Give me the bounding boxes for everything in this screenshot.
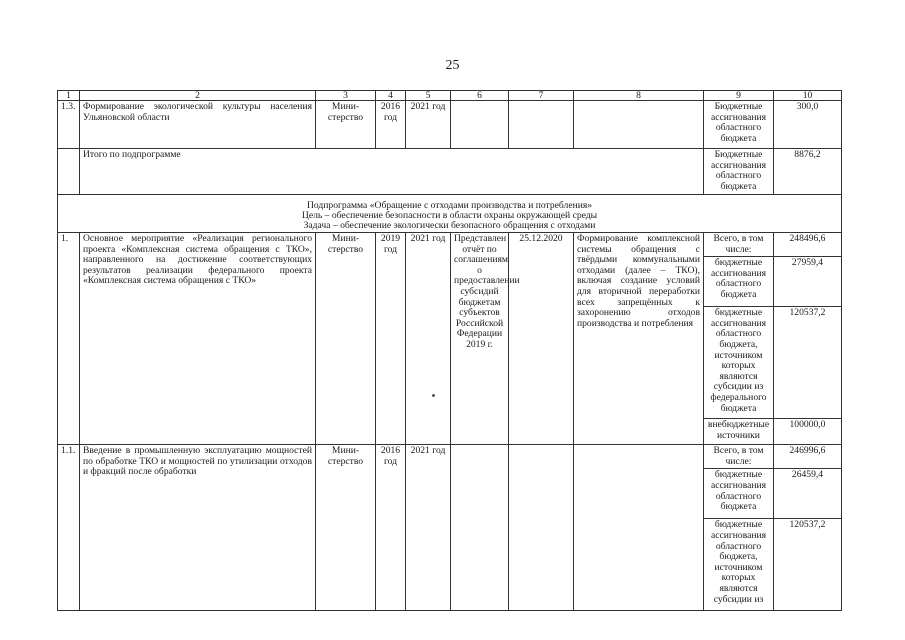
funding-source: Бюджетные ассигнования областного бюджета: [704, 101, 774, 149]
end-year: 2021 год: [406, 233, 451, 445]
row-number: 1.3.: [58, 101, 80, 149]
table-row-1: [58, 233, 842, 257]
col-number: 7: [509, 91, 574, 101]
executor: Мини-стерство: [316, 233, 376, 445]
funding-source: бюджетные ассигнования областного бюджета: [704, 257, 774, 307]
col-number: 10: [774, 91, 842, 101]
target-indicator: Представлен отчёт по соглашениям о предоставлении субсидий бюджетам субъектов Российской Федерации 2019 г.: [451, 233, 509, 445]
table-row-1-3: [58, 101, 842, 149]
funding-amount: 120537,2: [774, 307, 842, 419]
subprogram-header: [58, 195, 842, 233]
funding-amount: 248496,6: [774, 233, 842, 257]
expected-result: Формирование комплексной системы обращения с твёрдыми коммунальными отходами (далее – ТКО), включая создание условий для вторичной переработки всех запрещённых к захоронению отходов производства и потребления: [574, 233, 704, 445]
funding-source: Бюджетные ассигнования областного бюджета: [704, 149, 774, 195]
funding-source: внебюджетные источники: [704, 419, 774, 445]
total-label: Итого по подпрограмме: [80, 149, 704, 195]
page-number: 25: [445, 58, 460, 73]
funding-source: Всего, в том числе:: [704, 445, 774, 469]
subprogram-goal: Цель – обеспечение безопасности в области охраны окружающей среды: [301, 210, 598, 221]
end-year: 2021 год: [406, 445, 451, 611]
table-row-total: [58, 149, 842, 195]
funding-amount: 120537,2: [774, 519, 842, 611]
row-number: 1.1.: [58, 445, 80, 611]
executor: Мини-стерство: [316, 101, 376, 149]
funding-source: бюджетные ассигнования областного бюджета, источником которых являются субсидии из федерального бюджета: [704, 307, 774, 419]
activity-name: Введение в промышленную эксплуатацию мощностей по обработке ТКО и мощностей по утилизации отходов и фракций после обработки: [80, 445, 316, 611]
col-number: 4: [376, 91, 406, 101]
col-number: 9: [704, 91, 774, 101]
program-table: [57, 90, 842, 611]
executor: Мини-стерство: [316, 445, 376, 611]
start-year: 2016 год: [376, 101, 406, 149]
funding-amount: 26459,4: [774, 469, 842, 519]
completion-date: 25.12.2020: [509, 233, 574, 445]
col-number: 2: [80, 91, 316, 101]
funding-source: бюджетные ассигнования областного бюджета: [704, 469, 774, 519]
funding-amount: 100000,0: [774, 419, 842, 445]
column-number-row: [58, 91, 842, 101]
funding-amount: 300,0: [774, 101, 842, 149]
col-number: 6: [451, 91, 509, 101]
funding-amount: 246996,6: [774, 445, 842, 469]
col-number: 1: [58, 91, 80, 101]
activity-name: Формирование экологической культуры населения Ульяновской области: [80, 101, 316, 149]
subprogram-task: Задача – обеспечение экологически безопасного обращения с отходами: [303, 220, 596, 231]
start-year: 2016 год: [376, 445, 406, 611]
start-year: 2019 год: [376, 233, 406, 445]
end-year: 2021 год: [406, 101, 451, 149]
col-number: 5: [406, 91, 451, 101]
funding-source: бюджетные ассигнования областного бюджета, источником которых являются субсидии из: [704, 519, 774, 611]
table-row-1-1: [58, 445, 842, 469]
subprogram-title: Подпрограмма «Обращение с отходами производства и потребления»: [306, 200, 593, 211]
col-number: 8: [574, 91, 704, 101]
col-number: 3: [316, 91, 376, 101]
funding-source: Всего, в том числе:: [704, 233, 774, 257]
activity-name: Основное мероприятие «Реализация регионального проекта «Комплексная система обращения с ТКО», направленного на достижение соответствующих результатов реализации федерального проекта «Комплексная система обращения с ТКО»: [80, 233, 316, 445]
funding-amount: 8876,2: [774, 149, 842, 195]
scan-speck: [432, 394, 435, 397]
funding-amount: 27959,4: [774, 257, 842, 307]
row-number: 1.: [58, 233, 80, 445]
